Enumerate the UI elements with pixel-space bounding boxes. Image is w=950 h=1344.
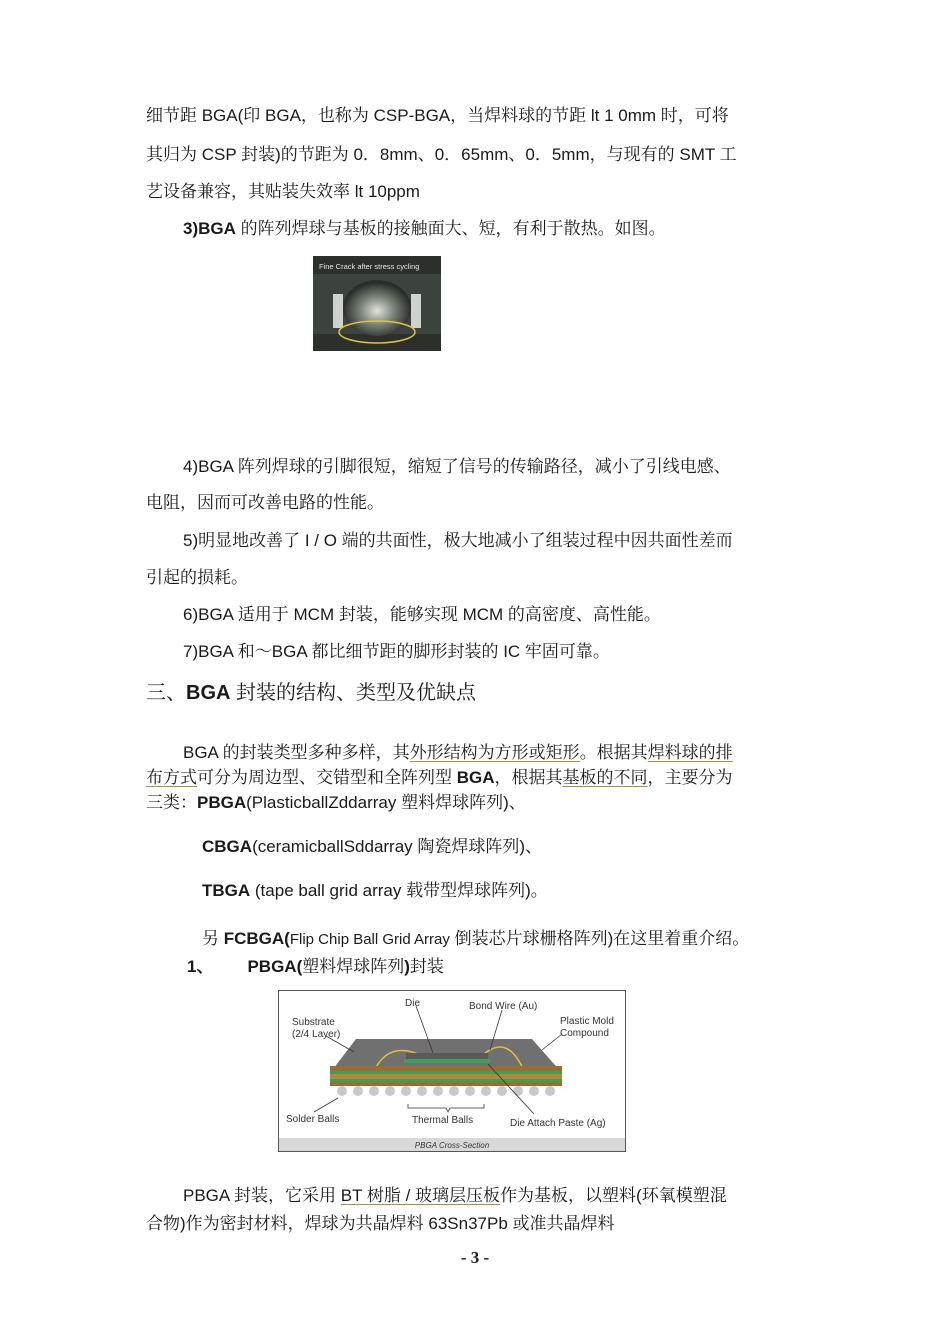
item5-line1: 5)明显地改善了 I / O 端的共面性，极大地减小了组装过程中因共面性差而 bbox=[183, 531, 733, 550]
fcbga-b: FCBGA( bbox=[223, 929, 290, 948]
types-ball-arrangement-b: 布方式 bbox=[146, 768, 197, 787]
section-heading bbox=[146, 680, 476, 706]
sub1-t2: 封装 bbox=[409, 957, 444, 976]
pbga-line2: 合物)作为密封材料，焊球为共晶焊料 63Sn37Pb 或准共晶焊料 bbox=[146, 1214, 615, 1233]
types-fcbga bbox=[202, 927, 872, 952]
types-l2c: ，根据其 bbox=[494, 768, 563, 787]
item4-line1: 4)BGA 阵列焊球的引脚很短，缩短了信号的传输路径，减小了引线电感、 bbox=[183, 457, 731, 476]
cbga-text: (ceramicballSddarray 陶瓷焊球阵列)、 bbox=[252, 837, 543, 856]
sub1-num: 1、 bbox=[187, 957, 214, 976]
types-ball-arrangement-a: 焊料球的排 bbox=[647, 743, 733, 762]
label-bond-wire: Bond Wire (Au) bbox=[469, 1001, 538, 1012]
types-tbga bbox=[202, 879, 872, 903]
item4-line2: 电阻，因而可改善电路的性能。 bbox=[146, 493, 384, 512]
types-l3c: (PlasticballZddarray 塑料焊球阵列)、 bbox=[246, 793, 526, 812]
solder-crack-image bbox=[313, 256, 441, 351]
pbga-line1 bbox=[183, 1184, 853, 1208]
cbga-label: CBGA bbox=[202, 837, 253, 856]
fcbga-c: Flip Chip Ball Grid Array bbox=[289, 931, 450, 948]
para1-line3: 艺设备兼容，其贴装失效率 lt 10ppm bbox=[146, 182, 420, 201]
types-l1a: BGA 的封装类型多种多样，其 bbox=[183, 743, 410, 762]
types-l2a: 可分为周边型、交错型和全阵列型 bbox=[197, 768, 457, 787]
pbga-l1b: 作为基板，以塑料(环氧模塑混 bbox=[500, 1186, 727, 1205]
pbga-subheading bbox=[187, 955, 857, 979]
types-pbga: PBGA bbox=[197, 793, 247, 812]
section-rest: 封装的结构、类型及优缺点 bbox=[230, 682, 477, 704]
sub1-b1: PBGA( bbox=[247, 957, 303, 976]
pbga-l1a: PBGA 封装，它采用 bbox=[183, 1186, 341, 1205]
label-solder-balls: Solder Balls bbox=[286, 1114, 340, 1125]
types-l1b: 。根据其 bbox=[579, 743, 648, 762]
pbga-substrate-material: BT 树脂 / 玻璃层压板 bbox=[340, 1186, 501, 1205]
label-substrate: Substrate bbox=[292, 1017, 335, 1028]
label-die-attach: Die Attach Paste (Ag) bbox=[510, 1118, 606, 1129]
section-prefix: 三、 bbox=[146, 682, 186, 704]
tbga-label: TBGA bbox=[202, 881, 251, 900]
die-shape bbox=[406, 1053, 488, 1059]
item3-text: 的阵列焊球与基板的接触面大、短，有利于散热。如图。 bbox=[235, 219, 666, 238]
label-die: Die bbox=[405, 998, 421, 1009]
item7: 7)BGA 和～BGA 都比细节距的脚形封装的 IC 牢固可靠。 bbox=[183, 642, 610, 661]
label-thermal-balls: Thermal Balls bbox=[412, 1115, 474, 1126]
types-l2b: BGA bbox=[456, 768, 495, 787]
substrate-shape bbox=[330, 1066, 562, 1071]
page-number: - 3 - bbox=[460, 1248, 490, 1267]
item6: 6)BGA 适用于 MCM 封装，能够实现 MCM 的高密度、高性能。 bbox=[183, 605, 661, 624]
label-mold: Plastic Mold bbox=[560, 1016, 614, 1027]
types-line1 bbox=[183, 741, 853, 765]
diagram-caption: PBGA Cross-Section bbox=[414, 1141, 490, 1150]
sub1-b2: ) bbox=[404, 957, 410, 976]
pbga-cross-section-diagram bbox=[278, 990, 626, 1152]
types-l3a: 三类： bbox=[146, 793, 197, 812]
label-mold-compound: Compound bbox=[560, 1028, 609, 1039]
label-substrate-layers: (2/4 Layer) bbox=[292, 1029, 341, 1040]
fcbga-a: 另 bbox=[202, 929, 224, 948]
types-line2 bbox=[146, 766, 816, 790]
item3 bbox=[183, 217, 853, 241]
sub1-t: 塑料焊球阵列 bbox=[302, 957, 405, 976]
para1-line2: 其归为 CSP 封装)的节距为 0．8mm、0．65mm、0．5mm，与现有的 SMT 工 bbox=[146, 145, 737, 164]
para1-line1: 细节距 BGA(印 BGA，也称为 CSP-BGA，当焊料球的节距 lt 1 0mm 时，可将 bbox=[146, 106, 729, 125]
types-l2d: ，主要分为 bbox=[647, 768, 733, 787]
section-bold: BGA bbox=[186, 682, 231, 704]
item3-num: 3)BGA bbox=[183, 219, 236, 238]
types-shape: 外形结构为方形或矩形 bbox=[409, 743, 580, 762]
types-substrate: 基板的不同 bbox=[562, 768, 648, 787]
item5-line2: 引起的损耗。 bbox=[146, 568, 248, 587]
photo-caption: Fine Crack after stress cycling bbox=[319, 262, 420, 271]
types-cbga bbox=[202, 835, 872, 859]
solder-crack-photo bbox=[313, 256, 441, 351]
types-line3 bbox=[146, 791, 816, 815]
tbga-text: (tape ball grid array 载带型焊球阵列)。 bbox=[250, 881, 548, 900]
fcbga-d: 倒装芯片球栅格阵列)在这里着重介绍。 bbox=[449, 929, 750, 948]
